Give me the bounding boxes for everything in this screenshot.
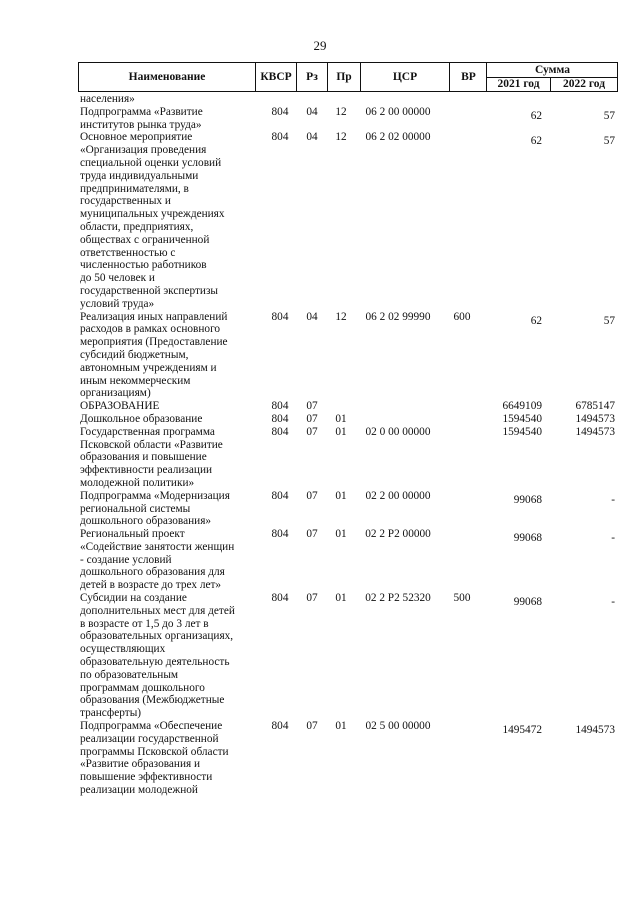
row-rz: 04: [306, 105, 318, 118]
row-pr: 12: [335, 105, 347, 118]
header-2022: 2022 год: [562, 78, 606, 90]
row-rz: 07: [306, 425, 318, 438]
row-sum-2022: 1494573: [575, 425, 615, 438]
row-sum-2021: 62: [530, 109, 542, 122]
row-csr: 06 2 02 00000: [365, 131, 431, 144]
row-sum-2021: 6649109: [502, 400, 542, 413]
row-sum-2022: 57: [603, 109, 615, 122]
row-sum-2022: 6785147: [575, 400, 615, 413]
table-row: [78, 720, 618, 797]
row-pr: 01: [335, 412, 347, 425]
header-2021: 2021 год: [497, 78, 540, 90]
table-row: [78, 413, 618, 426]
row-sum-2022: -: [611, 532, 615, 545]
header-kvsr: КВСР: [260, 71, 292, 83]
row-pr: 01: [335, 489, 347, 502]
row-sum-2022: -: [611, 596, 615, 609]
row-kvsr: 804: [271, 131, 289, 144]
row-kvsr: 804: [271, 592, 289, 605]
header-name: Наименование: [128, 71, 206, 83]
row-name: Субсидии на создание дополнительных мест для детей в возрасте от 1,5 до 3 лет в образовательных организациях, осуществляющих образовательную деятельность по образовательным программам дошкольного образования (Межбюджетные трансферты): [80, 592, 235, 720]
table-row: [78, 106, 618, 132]
row-csr: 02 2 P2 00000: [365, 528, 431, 541]
row-rz: 07: [306, 528, 318, 541]
row-csr: 02 2 P2 52320: [365, 592, 431, 605]
row-csr: 02 2 00 00000: [365, 489, 431, 502]
table-row: [78, 490, 618, 528]
row-pr: 12: [335, 131, 347, 144]
table-header: [78, 62, 618, 92]
row-sum-2021: 1495472: [502, 724, 542, 737]
row-kvsr: 804: [271, 528, 289, 541]
row-csr: 02 0 00 00000: [365, 425, 431, 438]
row-sum-2022: 1494573: [575, 412, 615, 425]
row-name: Дошкольное образование: [80, 412, 203, 425]
row-rz: 07: [306, 489, 318, 502]
row-rz: 04: [306, 131, 318, 144]
table-row: [78, 400, 618, 413]
row-sum-2021: 62: [530, 314, 542, 327]
row-pr: 01: [335, 720, 347, 733]
row-sum-2021: 99068: [513, 493, 542, 506]
row-pr: 12: [335, 310, 347, 323]
header-csr: ЦСР: [392, 71, 418, 83]
row-pr: 01: [335, 425, 347, 438]
row-kvsr: 804: [271, 105, 289, 118]
row-rz: 07: [306, 592, 318, 605]
row-sum-2022: 57: [603, 135, 615, 148]
row-kvsr: 804: [271, 489, 289, 502]
row-name: Подпрограмма «Обеспечение реализации государственной программы Псковской области «Развитие образования и повышение эффективности реализации молодежной: [80, 720, 229, 797]
row-rz: 07: [306, 400, 318, 413]
row-sum-2022: 57: [603, 314, 615, 327]
table-row: [78, 528, 618, 592]
table-row: [78, 93, 618, 106]
row-rz: 07: [306, 412, 318, 425]
row-rz: 04: [306, 310, 318, 323]
row-kvsr: 804: [271, 400, 289, 413]
row-kvsr: 804: [271, 425, 289, 438]
row-sum-2022: -: [611, 493, 615, 506]
table-body: [78, 93, 618, 797]
row-name: Региональный проект «Содействие занятости женщин - создание условий дошкольного образования для детей в возрасте до трех лет»: [80, 528, 235, 592]
table-row: [78, 131, 618, 310]
row-kvsr: 804: [271, 412, 289, 425]
row-name: ОБРАЗОВАНИЕ: [80, 400, 160, 413]
row-name: Государственная программа Псковской области «Развитие образования и повышение эффективности реализации молодежной политики»: [80, 425, 223, 489]
row-pr: 01: [335, 592, 347, 605]
row-name: Подпрограмма «Развитие институтов рынка труда»: [80, 105, 203, 131]
row-csr: 06 2 00 00000: [365, 105, 431, 118]
row-csr: 02 5 00 00000: [365, 720, 431, 733]
row-sum-2021: 99068: [513, 596, 542, 609]
table-row: [78, 592, 618, 720]
row-sum-2021: 62: [530, 135, 542, 148]
table-row: [78, 311, 618, 401]
row-name: Основное мероприятие «Организация проведения специальной оценки условий труда индивидуальными предпринимателями, в государственных и муниципальных учреждениях области, предприятиях, обществах с ограниченной ответственностью с численностью работников до 50 человек и государственной экспертизы условий труда»: [80, 131, 225, 310]
header-rz: Рз: [306, 71, 318, 83]
header-vr: ВР: [461, 71, 476, 83]
row-sum-2021: 1594540: [502, 412, 542, 425]
page-number: 29: [313, 38, 327, 53]
row-sum-2021: 1594540: [502, 425, 542, 438]
row-name: Реализация иных направлений расходов в рамках основного мероприятия (Предоставление субсидий бюджетным, автономным учреждениям и иным некоммерческим организациям): [80, 310, 228, 400]
row-csr: 06 2 02 99990: [365, 310, 431, 323]
row-sum-2022: 1494573: [575, 724, 615, 737]
row-pr: 01: [335, 528, 347, 541]
row-vr: 600: [453, 310, 471, 323]
header-sum: Сумма: [535, 64, 570, 76]
row-kvsr: 804: [271, 720, 289, 733]
row-vr: 500: [453, 592, 471, 605]
row-rz: 07: [306, 720, 318, 733]
table-row: [78, 426, 618, 490]
header-pr: Пр: [336, 71, 352, 83]
row-kvsr: 804: [271, 310, 289, 323]
row-name: населения»: [80, 93, 135, 105]
row-sum-2021: 99068: [513, 532, 542, 545]
row-name: Подпрограмма «Модернизация региональной системы дошкольного образования»: [80, 489, 230, 528]
